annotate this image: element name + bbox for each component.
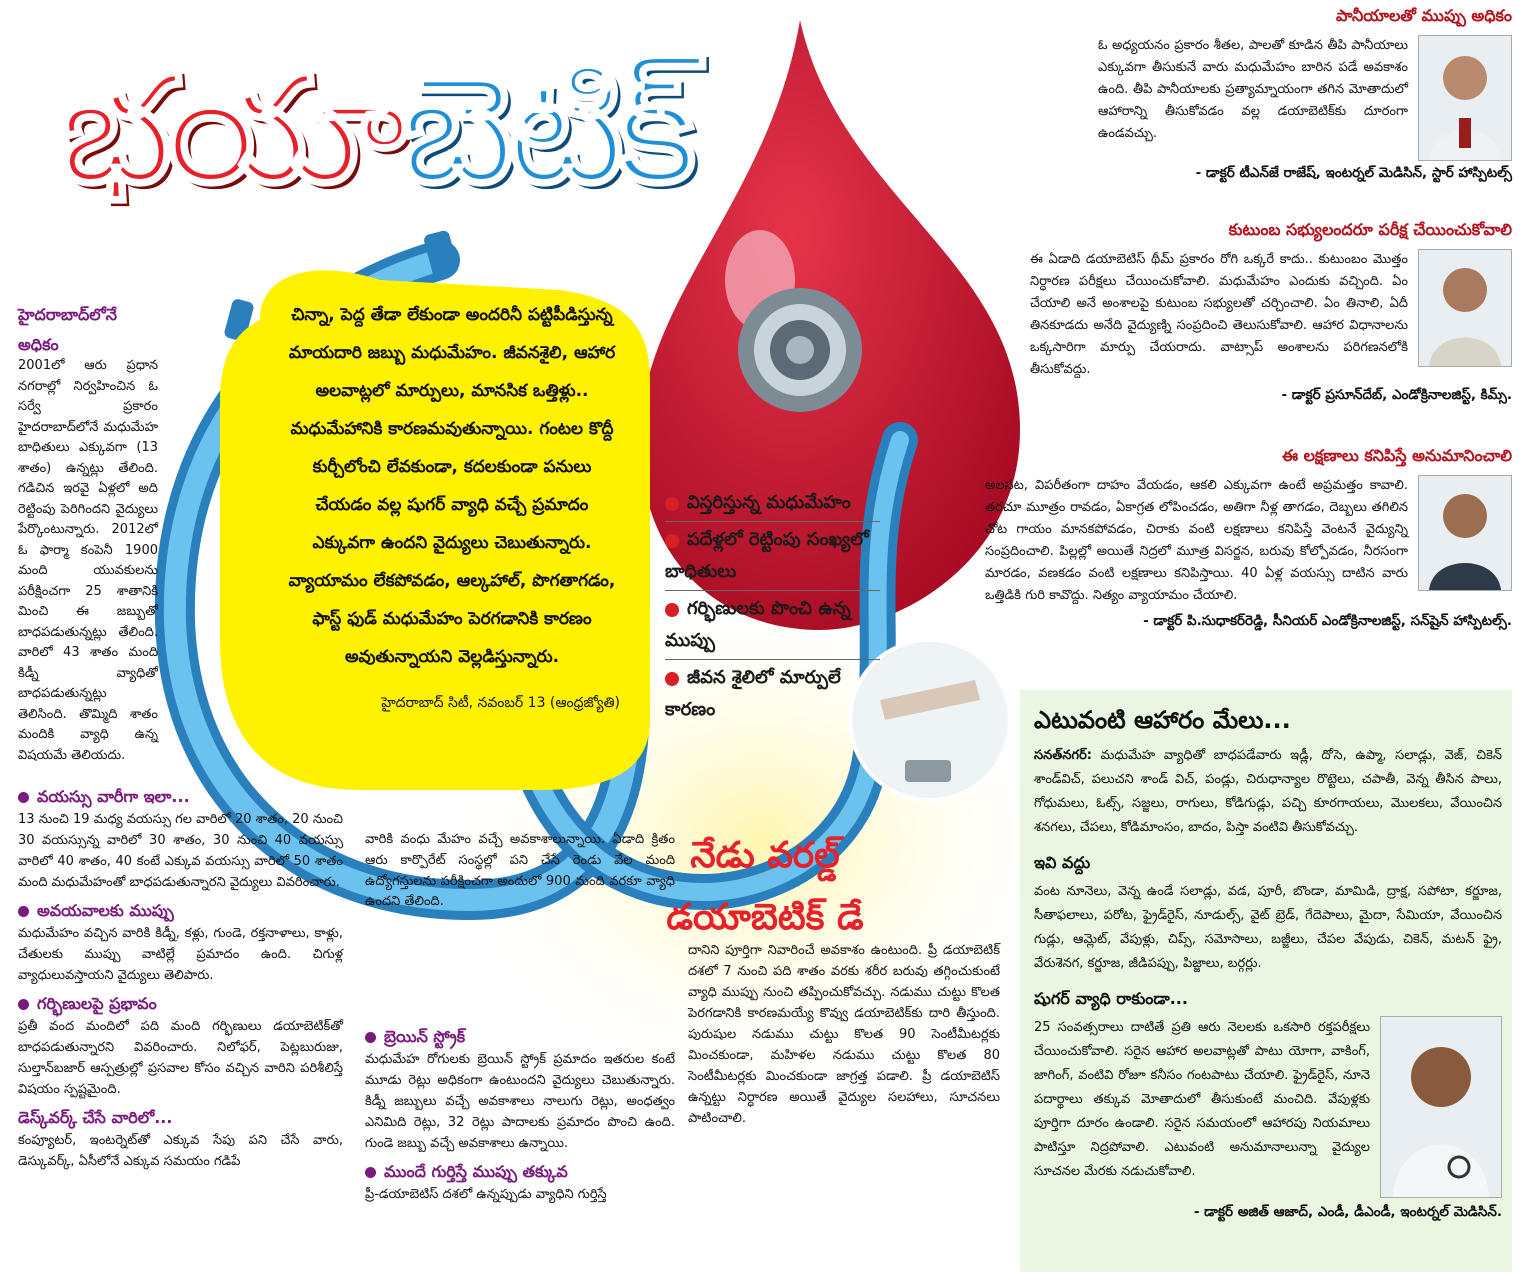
right-item-row [985, 475, 1512, 607]
section-dot [18, 792, 29, 803]
section-title-age [18, 785, 343, 809]
right-item-3 [985, 446, 1512, 632]
section-title-organs [18, 899, 343, 923]
food-box [1034, 700, 1502, 1223]
sugar-title: షుగర్ వ్యాధి రాకుండా... [1034, 989, 1188, 1008]
section-title-deskwork: డెస్క్‌వర్క్ చేసే వారిలో... [18, 1108, 173, 1127]
section-text-stroke: మధుమేహ రోగులకు బ్రెయిన్ స్ట్రోక్ ప్రమాదం ఇతరుల కంటే మూడు రెట్లు అధికంగా ఉంటుందని వైద్యులు చెబుతున్నారు. కిడ్నీ జబ్బులు వచ్చే అవకాశాలు నాలుగు రెట్లు, అంధత్వం ఎనిమిది రెట్లు, 32 రెట్లు పాదాలకు ప్రమాదం పొంచి ఉంది. గుండె జబ్బు వచ్చే అవకాశాలు ఉన్నాయి. [365, 1052, 675, 1151]
intro-dateline: హైదరాబాద్ సిటీ, నవంబర్ 13 (ఆంధ్రజ్యోతి) [381, 695, 620, 711]
doctor-photo-ajith [1380, 1016, 1502, 1198]
avoid-title: ఇవి వద్దు [1034, 853, 1091, 872]
bullet-item [665, 660, 880, 728]
world-day-line2: డయాబెటిక్ డే [666, 897, 864, 938]
section-text-pregnant: ప్రతీ వంద మందిలో పది మంది గర్భిణులు డయాబెటిక్‌తో బాధపడుతున్నారని వివరించారు. నిలోఫర్, పెట్లబురుజు, సుల్తాన్‌బజార్ ఆస్పత్రుల్లో ప్రసవాల కోసం వచ్చిన వారిని పరిశీలిస్తే విషయం స్పష్టమైంది. [18, 1019, 343, 1097]
sugar-row [1034, 1016, 1502, 1198]
bullet-text: గర్భిణులకు పొంచి ఉన్న ముప్పు [665, 598, 851, 651]
person-silhouette-icon [1419, 36, 1511, 160]
person-silhouette-icon [1419, 250, 1511, 366]
sugar-text: 25 సంవత్సరాలు దాటితే ప్రతి ఆరు నెలలకు ఒకసారి రక్తపరీక్షలు చేయించుకోవాలి. సరైన ఆహార అలవాట్లతో పాటు యోగా, వాకింగ్, జాగింగ్, వంటివి రోజూ కనీసం గంటపాటు చేయాలి. ఫ్రైడ్‌రైస్, నూనె పదార్థాలు తక్కువ మోతాదులో తీసుకుంటే మంచిది. వేపుళ్లకు పూర్తిగా దూరం ఉండాలి. సరైన సమయంలో ఆహారపు నియమాలు పాటిస్తూ నిద్రపోవాలి. ఎటువంటి అనుమానాలున్నా వైద్యుల సూచనల మేరకు నడుచుకోవాలి. [1034, 1020, 1370, 1179]
food-box-byline: - డాక్టర్ అజిత్ ఆజాద్, ఎండీ, డీఎండీ, ఇంటర్నల్ మెడిసిన్. [1193, 1204, 1502, 1220]
section-dot [365, 1032, 376, 1043]
bullet-dot [665, 534, 679, 548]
masthead-part2: బెటిక్ [401, 43, 691, 217]
section-title-stroke [365, 1025, 675, 1049]
chestpiece-cap [786, 336, 814, 364]
bullet-item [665, 591, 880, 660]
right-item-byline: - డాక్టర్ ప్రసూన్‌దేబ్, ఎండోక్రినాలజిస్ట్, కిమ్స్. [1281, 387, 1512, 403]
food-box-text [1034, 744, 1502, 840]
right-item-title: కుటుంబ సభ్యులందరూ పరీక్ష చేయించుకోవాలి [1228, 220, 1512, 239]
food-box-lead: సనత్‌నగర్: [1034, 748, 1092, 763]
left-sections [18, 785, 343, 1172]
col3-text: దానిని పూర్తిగా నివారించే అవకాశం ఉంటుంది. ప్రీ డయాబెటిక్ దశలో 7 నుంచి పది శాతం వరకు శరీర బరువు తగ్గించుకుంటే వ్యాధి ముప్పు నుంచి తప్పించుకోవచ్చు. నడుము చుట్టు కొలత పెరగడానికి కారణమయ్యే కొవ్వు డయాబెటిక్‌కు దారి తీస్తుంది. పురుషుల నడుము చుట్టు కొలత 90 సెంటీమీటర్లకు మించకుండా, మహిళల నడుము చుట్టు కొలత 80 సెంటీమీటర్లకు మించకుండా జాగ్రత్త పడాలి. ప్రీ డయాబెటిస్ ఉన్నట్టు నిర్ధారణ అయితే వైద్యుల సలహాలు, సూచనలు పాటించాలి. [688, 943, 1000, 1126]
section-dot [18, 906, 29, 917]
person-silhouette-icon [1381, 1017, 1501, 1197]
right-item-row [1030, 35, 1512, 161]
section-title-text: వయస్సు వారీగా ఇలా... [37, 787, 190, 806]
avoid-text: వంట నూనెలు, వెన్న ఉండే సలాడ్లు, వడ, పూరీ, బొండా, మామిడి, ద్రాక్ష, సపోటా, కర్జూజ, సీతాఫలాలు, పరోట, ఫ్రైడ్‌రైస్, నూడుల్స్, వైట్ బ్రెడ్, గేదెపాలు, మైదా, సేమియా, వేయించిన గుడ్లు, ఆమ్లెట్, వేపుళ్లు, చిప్స్, సమోసాలు, బజ్జీలు, చేపల వేపుడు, చికెన్, మటన్ ఫ్రై, వేరుశెనగ, కర్జూజ, జీడిపప్పు, పిజ్జాలు, బర్గర్లు. [1034, 884, 1502, 971]
world-day-line1: నేడు వరల్డ్ [690, 835, 840, 876]
person-silhouette-icon [1419, 476, 1511, 590]
section-text-organs: మధుమేహం వచ్చిన వారికి కిడ్నీ, కళ్లు, గుండె, రక్తనాళాలు, కాళ్లు, చేతులకు ముప్పు వాటిల్లే ప్రమాదం ఉంది. చిగుళ్ల వ్యాధులువస్తాయని వైద్యులు తెలిపారు. [18, 926, 343, 983]
intro-text: చిన్నా, పెద్ద తేడా లేకుండా అందరినీ పట్టిపీడిస్తున్న మాయదారి జబ్బు మధుమేహం. జీవనశైలి, ఆహార అలవాట్లలో మార్పులు, మానసిక ఒత్తిళ్లు.. మధుమేహానికి కారణమవుతున్నాయి. గంటల కొద్దీ కుర్చీలోంచి లేవకుండా, కదలకుండా పనులు చేయడం వల్ల షుగర్ వ్యాధి వచ్చే ప్రమాదం ఎక్కువగా ఉందని వైద్యులు చెబుతున్నారు. వ్యాయామం లేకపోవడం, ఆల్కహాల్, పొగతాగడం, ఫాస్ట్ ఫుడ్ మధుమేహం పెరగడానికి కారణం అవుతున్నాయని వెల్లడిస్తున్నారు. [288, 305, 616, 667]
doctor-photo-sudhakar [1418, 475, 1512, 591]
food-box-body: మధుమేహ వ్యాధితో బాధపడేవారు ఇడ్లీ, దోసె, ఉప్మా, సలాడ్లు, వెజ్, చికెన్ శాండ్‌విచ్, పలుచని శాండ్ విచ్, పండ్లు, చిరుధాన్యాల రొట్టెలు, చపాతీ, వెన్న తీసిన పాలు, గోధుమలు, ఓట్స్, సజ్జలు, రాగులు, కోడిగుడ్లు, పచ్చి కూరగాయలు, మొలకలు, వేయించిన శనగలు, చేపలు, కోడిమాంసం, బాదం, పిస్తా వంటివి తీసుకోవచ్చు. [1034, 748, 1502, 835]
right-item-text: ఓ అధ్యయనం ప్రకారం శీతల, పాలతో కూడిన తీపి పానీయాలు ఎక్కువగా తీసుకునే వారు మధుమేహం బారిన పడే అవకాశం ఉంది. తీపి పానీయాలకు ప్రత్యామ్నాయంగా తగిన మోతాదులో ఆహారాన్ని తీసుకోవడం వల్ల డయాబెటిక్‌కు దూరంగా ఉండవచ్చు. [1098, 38, 1408, 141]
food-box-title: ఎటువంటి ఆహారం మేలు... [1034, 706, 1291, 734]
section-title-text: అవయవాలకు ముప్పు [37, 901, 174, 920]
glucometer-device [905, 760, 951, 782]
bullet-text: జీవన శైలిలో మార్పులే కారణం [665, 667, 841, 720]
left-heading-box [18, 300, 158, 360]
right-item-text: ఈ ఏడాది డయాబెటిస్ థీమ్ ప్రకారం రోగి ఒక్కరే కాదు.. కుటుంబం మొత్తం నిర్ధారణ పరీక్షలు చేయించుకోవాలి. మధుమేహం ఎందుకు వచ్చింది. ఏం చేయాలి అనే అంశాలపై కుటుంబ సభ్యులతో చర్చించాలి. ఏం తినాలి, ఏదీ తినకూడదు అనేది వైద్యుణ్ని సంప్రదించి తెలుసుకోవాలి. ఆహార విధానాలను ఒక్కసారిగా మార్పు చేయరాదు. వాట్సాప్ అంశాలను పరిగణనలోకి తీసుకోవద్దు. [1030, 252, 1408, 377]
masthead-title [60, 40, 690, 220]
section-title-early [365, 1160, 675, 1184]
section-title-text: ముందే గుర్తిస్తే ముప్పు తక్కువ [384, 1162, 568, 1181]
mid-sections [365, 1025, 675, 1205]
mid-text-top: వారికి వంధు మేహం వచ్చే అవకాశాలున్నాయి. ఏడాది క్రితం ఆరు కార్పొరేట్ సంస్థల్లో పని చేసే రెండు వేల మంది ఉద్యోగస్తులను పరీక్షించగా అందులో 900 మంది వరకూ వ్యాధి ఉందని తేలింది. [365, 832, 675, 910]
bullet-text: విస్తరిస్తున్న మధుమేహం [687, 492, 851, 513]
left-heading: హైదరాబాద్‌లోనే అధికం [18, 305, 117, 354]
section-dot [18, 999, 29, 1010]
bullet-dot [665, 603, 679, 617]
right-item-1 [1030, 6, 1512, 184]
section-text-early: ప్రీ-డయాబెటిస్ దశలో ఉన్నప్పుడు వ్యాధిని గుర్తిస్తే [365, 1187, 607, 1202]
right-item-byline: - డాక్టర్ పి.సుధాకర్‌రెడ్డి, సీనియర్ ఎండోక్రినాలజిస్ట్, సన్‌షైన్ హాస్పిటల్స్. [1143, 613, 1512, 629]
bullet-text: పదేళ్లలో రెట్టింపు సంఖ్యలో బాధితులు [665, 529, 869, 582]
right-item-title: పానీయాలతో ముప్పు అధికం [1336, 6, 1512, 25]
bullet-dot [665, 672, 679, 686]
left-narrow-text: 2001లో ఆరు ప్రధాన నగరాల్లో నిర్వహించిన ఓ సర్వే ప్రకారం హైదరాబాద్‌లోనే మధుమేహ బాధితులు ఎక్కువగా (13 శాతం) ఉన్నట్లు తేలింది. గడిచిన ఇరవై ఏళ్లలో అది రెట్టింపు పెరిగిందని వైద్యులు పేర్కొంటున్నారు. 2012లో ఓ ఫార్మా కంపెనీ 1900 మంది యువకులను పరీక్షించగా 25 శాతానికి మించి ఈ జబ్బుతో బాధపడుతున్నట్లు తేలింది. వారిలో 43 శాతం మంది కిడ్నీ వ్యాధితో బాధపడుతున్నట్లు తెలిసింది. తొమ్మిది శాతం మందికి వ్యాధి ఉన్న విషయమే తెలియదు. [18, 358, 158, 763]
right-item-byline: - డాక్టర్ టీఎన్‌జే రాజేష్, ఇంటర్నల్ మెడిసిన్, స్టార్ హాస్పిటల్స్ [1195, 165, 1512, 181]
right-item-title: ఈ లక్షణాలు కనిపిస్తే అనుమానించాలి [1282, 446, 1512, 465]
section-title-text: బ్రెయిన్ స్ట్రోక్ [384, 1027, 466, 1046]
doctor-photo-prasun [1418, 249, 1512, 367]
bullet-item [665, 522, 880, 591]
masthead-part1: భయా [60, 43, 402, 217]
right-item-row [1030, 249, 1512, 381]
bullet-dot [665, 497, 679, 511]
doctor-photo-rajesh [1418, 35, 1512, 161]
section-text-deskwork: కంప్యూటర్, ఇంటర్నెట్‌తో ఎక్కువ సేపు పని చేసే వారు, డెస్కువర్క్, ఏసీలోనే ఎక్కువ సమయం గడిపే [18, 1133, 343, 1169]
section-title-pregnant [18, 992, 343, 1016]
section-text-age: 13 నుంచి 19 మధ్య వయస్సు గల వారిలో 20 శాతం, 20 నుంచి 30 వయస్సున్న వారిలో 30 శాతం, 30 నుంచి 40 వయస్సు వారిలో 40 శాతం, 40 కంటే ఎక్కువ వయస్సు వారిలో 50 శాతం మంది మధుమేహంతో బాధపడుతున్నారని వైద్యులు వివరించారు. [18, 812, 343, 890]
right-item-2 [1030, 220, 1512, 406]
section-dot [365, 1167, 376, 1178]
bullet-item [665, 485, 880, 522]
section-title-text: గర్భిణులపై ప్రభావం [37, 994, 157, 1013]
right-item-text: అలసట, విపరీతంగా దాహం వేయడం, ఆకలి ఎక్కువగా ఉంటే అప్రమత్తం కావాలి. తరచూ మూత్రం రావడం, ఏకాగ్రత లోపించడం, అతిగా నీళ్ల తాగడం, దెబ్బలు తగిలిన చోట గాయం మానకపోవడం, చిరాకు వంటి లక్షణాలు కనిపిస్తే వెంటనే వైద్యున్ని సంప్రదించాలి. పిల్లల్లో అయితే నిద్రలో మూత్ర విసర్జన, బరువు కోల్పోవడం, నీరసంగా మారడం, వణకడం వంటి లక్షణాలు కనిపిస్తాయి. 40 ఏళ్ల వయస్సు దాటిన వారు ఒత్తిడికి గురి కావొద్దు. నిత్యం వ్యాయామం చేయాలి. [985, 478, 1408, 603]
bullet-list [665, 485, 880, 728]
